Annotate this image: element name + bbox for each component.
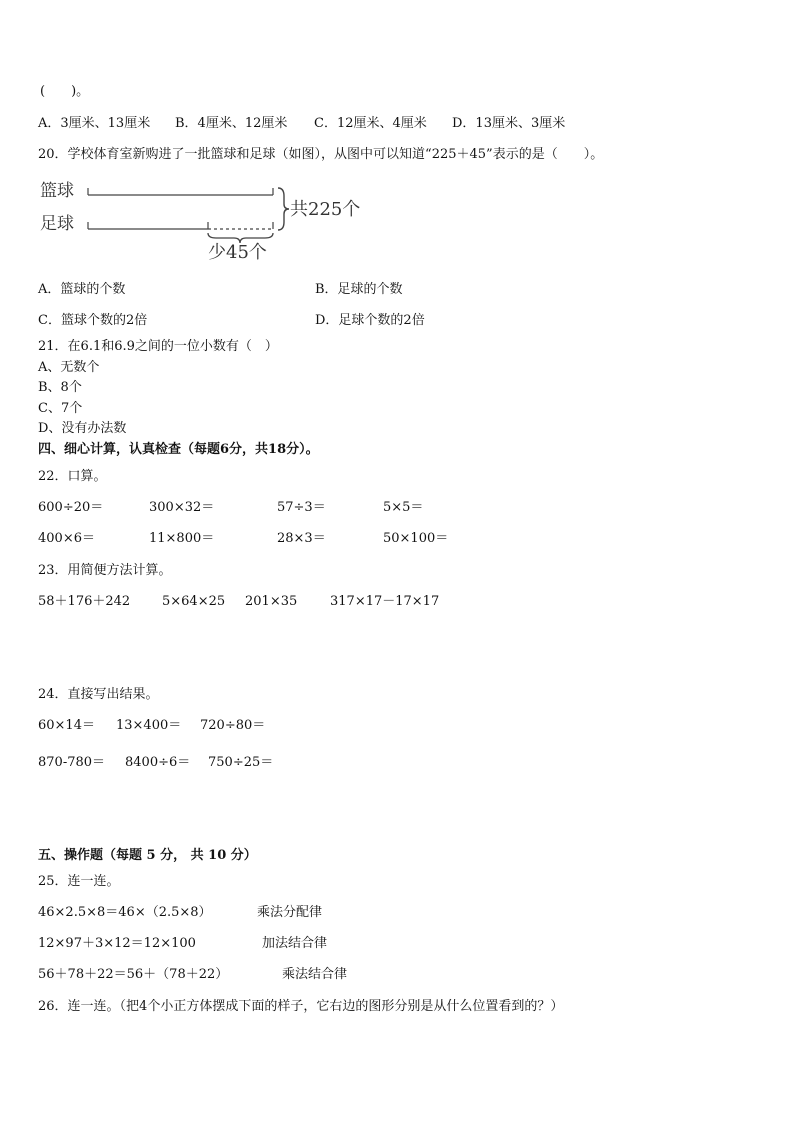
q20-option-d: D．足球个数的2倍 — [315, 313, 425, 328]
q19-stem-tail: ( )。 — [40, 84, 90, 99]
label-basketball: 篮球 — [40, 181, 74, 201]
section-5-heading: 五、操作题（每题 5 分， 共 10 分） — [38, 848, 257, 863]
q24-r2-c2: 8400÷6＝ — [125, 755, 191, 770]
total-label: 共225个 — [290, 199, 361, 220]
q21-option-b: B、8个 — [38, 380, 82, 395]
q19-option-a: A．3厘米、13厘米 — [38, 116, 151, 131]
q21-option-a: A、无数个 — [38, 360, 100, 375]
q25-left-1: 46×2.5×8＝46×（2.5×8） — [38, 905, 212, 920]
q22-r2-c2: 11×800＝ — [149, 531, 215, 546]
q19-option-b: B．4厘米、12厘米 — [175, 116, 288, 131]
q19-option-d: D．13厘米、3厘米 — [452, 116, 566, 131]
q22-r1-c1: 600÷20＝ — [38, 500, 104, 515]
q22-r2-c1: 400×6＝ — [38, 531, 95, 546]
q22-r2-c4: 50×100＝ — [383, 531, 449, 546]
q25-right-1: 乘法分配律 — [257, 905, 323, 920]
q24-r2-c1: 870-780＝ — [38, 755, 106, 770]
q22-r1-c4: 5×5＝ — [383, 500, 424, 515]
q25-stem: 25．连一连。 — [38, 874, 120, 889]
q20-option-b: B．足球的个数 — [315, 282, 403, 297]
q24-r1-c3: 720÷80＝ — [200, 718, 266, 733]
q23-item-3: 201×35 — [245, 594, 298, 609]
q20-option-a: A．篮球的个数 — [38, 282, 126, 297]
q23-item-2: 5×64×25 — [162, 594, 226, 609]
q19-option-c: C．12厘米、4厘米 — [314, 116, 427, 131]
q21-stem: 21．在6.1和6.9之间的一位小数有（ ） — [38, 339, 278, 354]
q22-r1-c3: 57÷3＝ — [277, 500, 326, 515]
q24-r2-c3: 750÷25＝ — [208, 755, 274, 770]
total-brace — [278, 188, 289, 230]
q24-stem: 24．直接写出结果。 — [38, 687, 159, 702]
q25-left-2: 12×97＋3×12＝12×100 — [38, 936, 196, 951]
q25-right-2: 加法结合律 — [262, 936, 328, 951]
label-football: 足球 — [40, 214, 74, 234]
q23-item-1: 58＋176＋242 — [38, 594, 131, 609]
section-4-heading: 四、细心计算，认真检查（每题6分，共18分）。 — [38, 442, 319, 457]
q20-option-c: C．篮球个数的2倍 — [38, 313, 148, 328]
q20-bar-diagram — [38, 174, 368, 264]
q22-stem: 22．口算。 — [38, 469, 107, 484]
q21-option-d: D、没有办法数 — [38, 421, 127, 436]
q22-r2-c3: 28×3＝ — [277, 531, 326, 546]
q23-stem: 23．用简便方法计算。 — [38, 563, 172, 578]
q25-right-3: 乘法结合律 — [282, 967, 348, 982]
q25-left-3: 56＋78＋22＝56＋（78＋22） — [38, 967, 229, 982]
q21-option-c: C、7个 — [38, 401, 83, 416]
q26-stem: 26．连一连。（把4个小正方体摆成下面的样子，它右边的图形分别是从什么位置看到的？） — [38, 999, 564, 1014]
difference-label: 少45个 — [208, 242, 267, 263]
q22-r1-c2: 300×32＝ — [149, 500, 215, 515]
q23-item-4: 317×17－17×17 — [330, 594, 440, 609]
q24-r1-c1: 60×14＝ — [38, 718, 95, 733]
q20-stem: 20．学校体育室新购进了一批篮球和足球（如图），从图中可以知道“225＋45”表示的是（ ）。 — [38, 147, 604, 162]
q24-r1-c2: 13×400＝ — [116, 718, 182, 733]
